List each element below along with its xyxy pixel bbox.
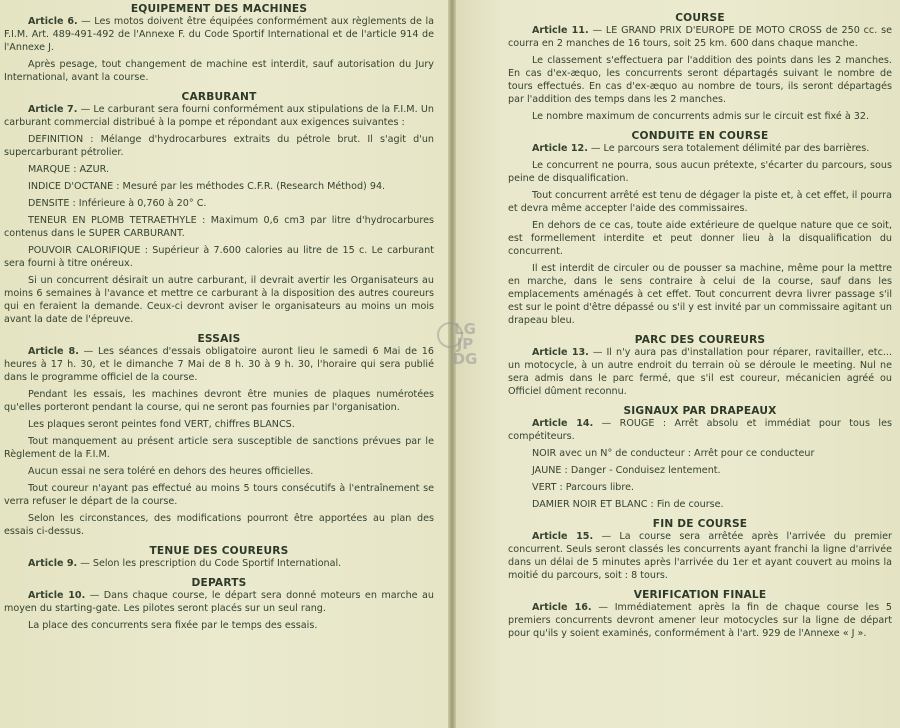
- course-para-3: Le nombre maximum de concurrents admis sur le circuit est fixé à 32.: [532, 111, 870, 122]
- article-7: [4, 103, 434, 129]
- section-title-carburant: CARBURANT: [181, 91, 257, 103]
- marque: MARQUE : AZUR.: [28, 164, 110, 175]
- watermark-line-3: DG: [452, 350, 478, 368]
- article-16-text: — Immédiatement après la fin de chaque course les 5 premiers concurrents devront amener leur motocycles sur la ligne de départ pour qu'ils y soient examinés, conformément à l'art. 929 de l'Annexe « J ».: [508, 602, 892, 639]
- conduite-para-5: Il est interdit de circuler ou de pousser sa machine, même pour la mettre en marche, dans le sens contraire à celui de la course, sauf dans les emplacements aménagés à cet effet. Tout concurrent devra livrer passage s'il est sur le point d'être dépassé ou s'il y est invité par un commissaire agitant un drapeau bleu.: [508, 263, 892, 326]
- flag-vert: VERT : Parcours libre.: [532, 482, 635, 493]
- article-8-label: Article 8.: [28, 346, 79, 357]
- article-12-text: — Le parcours sera totalement délimité par des barrières.: [587, 143, 870, 154]
- section-title-departs: DEPARTS: [191, 577, 247, 589]
- article-10: [4, 589, 434, 615]
- right-page: [456, 0, 900, 728]
- essais-para-6: Tout coureur n'ayant pas effectué au moins 5 tours consécutifs à l'entraînement se verra refuser le départ de la course.: [4, 483, 434, 507]
- article-15-label: Article 15.: [532, 531, 594, 542]
- article-16: [508, 601, 892, 640]
- autre-carburant: Si un concurrent désirait un autre carburant, il devrait avertir les Organisateurs au moins 6 semaines à l'avance et mettre ce carburant à la disposition des autres coureurs qui en feraient la demande. Ceux-ci devront aviser le organisateurs au moins un mois avant la date de l'épreuve.: [4, 275, 434, 325]
- section-title-essais: ESSAIS: [197, 333, 241, 345]
- article-16-label: Article 16.: [532, 602, 592, 613]
- section-title-equipement: EQUIPEMENT DES MACHINES: [130, 3, 308, 15]
- indice-octane: INDICE D'OCTANE : Mesuré par les méthodes C.F.R. (Research Méthod) 94.: [28, 181, 386, 192]
- departs-para-2: La place des concurrents sera fixée par le temps des essais.: [28, 620, 318, 631]
- pouvoir-calorifique: POUVOIR CALORIFIQUE : Supérieur à 7.600 calories au litre de 15 c. Le carburant sera fourni à titre onéreux.: [4, 245, 434, 269]
- section-title-fin: FIN DE COURSE: [652, 518, 748, 530]
- article-8: [4, 345, 434, 384]
- article-8-text: — Les séances d'essais obligatoire auront lieu le samedi 6 Mai de 16 heures à 17 h. 30, et le dimanche 7 Mai de 8 h. 30 à 9 h. 30, l'horaire qui sera publié dans le programme officiel de la course.: [4, 346, 434, 383]
- flag-damier: DAMIER NOIR ET BLANC : Fin de course.: [532, 499, 724, 510]
- essais-para-4: Tout manquement au présent article sera susceptible de sanctions prévues par le Règlement de la F.I.M.: [4, 436, 434, 460]
- conduite-para-4: En dehors de ce cas, toute aide extérieure de quelque nature que ce soit, est formellement interdite et peut donner lieu à la disqualification du concurrent.: [508, 220, 892, 257]
- watermark-ring-icon: [437, 322, 463, 348]
- definition: DEFINITION : Mélange d'hydrocarbures extraits du pétrole brut. Il s'agit d'un supercarburant pétrolier.: [4, 134, 434, 158]
- article-11: [508, 24, 892, 50]
- article-10-label: Article 10.: [28, 590, 86, 601]
- essais-para-5: Aucun essai ne sera toléré en dehors des heures officielles.: [28, 466, 314, 477]
- conduite-para-2: Le concurrent ne pourra, sous aucun prétexte, s'écarter du parcours, sous peine de disqualification.: [508, 160, 892, 184]
- teneur-plomb: TENEUR EN PLOMB TETRAETHYLE : Maximum 0,6 cm3 par litre d'hydrocarbures contenus dans le SUPER CARBURANT.: [4, 215, 434, 239]
- article-14-label: Article 14.: [532, 418, 594, 429]
- watermark-line-1: LG: [454, 320, 476, 338]
- course-para-2: Le classement s'effectuera par l'addition des points dans les 2 manches. En cas d'ex-æquo, les concurrents seront départagés suivant le nombre de tours effectués. En cas d'ex-æquo au nombre de tours, ils seront départagés par l'addition des temps dans les 2 manches.: [508, 55, 892, 105]
- section-title-course: COURSE: [675, 12, 725, 24]
- article-6-text: — Les motos doivent être équipées conformément aux règlements de la F.I.M. Art. 489-491-492 de l'Annexe F. du Code Sportif International et de l'article 914 de l'Annexe J.: [4, 16, 434, 53]
- article-13: [508, 346, 892, 398]
- article-7-text: — Le carburant sera fourni conformément aux stipulations de la F.I.M. Un carburant commercial distribué à la pompe et répondant aux exigences suivantes :: [4, 104, 434, 128]
- article-9: [4, 557, 434, 570]
- section-title-conduite: CONDUITE EN COURSE: [631, 130, 769, 142]
- article-15: [508, 530, 892, 582]
- article-13-label: Article 13.: [532, 347, 589, 358]
- article-7-label: Article 7.: [28, 104, 78, 115]
- article-12-label: Article 12.: [532, 143, 588, 154]
- flag-jaune: JAUNE : Danger - Conduisez lentement.: [532, 465, 721, 476]
- article-14: [508, 417, 892, 443]
- article-12: [508, 142, 892, 155]
- article-6: [4, 15, 434, 54]
- article-9-label: Article 9.: [28, 558, 78, 569]
- essais-para-7: Selon les circonstances, des modifications pourront être apportées au plan des essais ci-dessus.: [4, 513, 434, 537]
- watermark-line-2: JP: [456, 335, 474, 353]
- essais-para-3: Les plaques seront peintes fond VERT, chiffres BLANCS.: [28, 419, 295, 430]
- section-title-signaux: SIGNAUX PAR DRAPEAUX: [623, 405, 777, 417]
- left-page: [0, 0, 448, 728]
- article-6-para-2: Après pesage, tout changement de machine est interdit, sauf autorisation du Jury International, avant la course.: [4, 59, 434, 83]
- article-11-text: — LE GRAND PRIX D'EUROPE DE MOTO CROSS de 250 cc. se courra en 2 manches de 16 tours, soit 25 km. 600 dans chaque manche.: [508, 25, 892, 49]
- essais-para-2: Pendant les essais, les machines devront être munies de plaques numérotées qu'elles porteront pendant la course, qui ne seront pas fournies par l'organisation.: [4, 389, 434, 413]
- conduite-para-3: Tout concurrent arrêté est tenu de dégager la piste et, à cet effet, il pourra et devra même accepter l'aide des commissaires.: [508, 190, 892, 214]
- section-title-tenue: TENUE DES COUREURS: [149, 545, 289, 557]
- article-15-text: — La course sera arrêtée après l'arrivée du premier concurrent. Seuls seront classés les concurrents ayant franchi la ligne d'arrivée dans un délai de 5 minutes après l'arrivée du 1er et ayant couvert au moins la moitié du parcours, soit : 8 tours.: [508, 531, 892, 581]
- article-13-text: — Il n'y aura pas d'installation pour réparer, ravitailler, etc... un motocycle, à un autre endroit du terrain où se déroule le meeting. Nul ne sera admis dans le parc fermé, que s'il est coureur, mécanicien agréé ou Officiel dûment reconnu.: [508, 347, 892, 397]
- densite: DENSITE : Inférieure à 0,760 à 20° C.: [28, 198, 207, 209]
- article-11-label: Article 11.: [532, 25, 589, 36]
- section-title-verification: VERIFICATION FINALE: [633, 589, 767, 601]
- article-10-text: — Dans chaque course, le départ sera donné moteurs en marche au moyen du starting-gate. Les pilotes seront placés sur un seul rang.: [4, 590, 434, 614]
- section-title-parc: PARC DES COUREURS: [634, 334, 766, 346]
- article-9-text: — Selon les prescription du Code Sportif International.: [77, 558, 342, 569]
- article-14-text: — ROUGE : Arrêt absolu et immédiat pour tous les compétiteurs.: [508, 418, 892, 442]
- article-6-label: Article 6.: [28, 16, 78, 27]
- flag-noir: NOIR avec un N° de conducteur : Arrêt pour ce conducteur: [532, 448, 815, 459]
- watermark-logo: [437, 322, 493, 374]
